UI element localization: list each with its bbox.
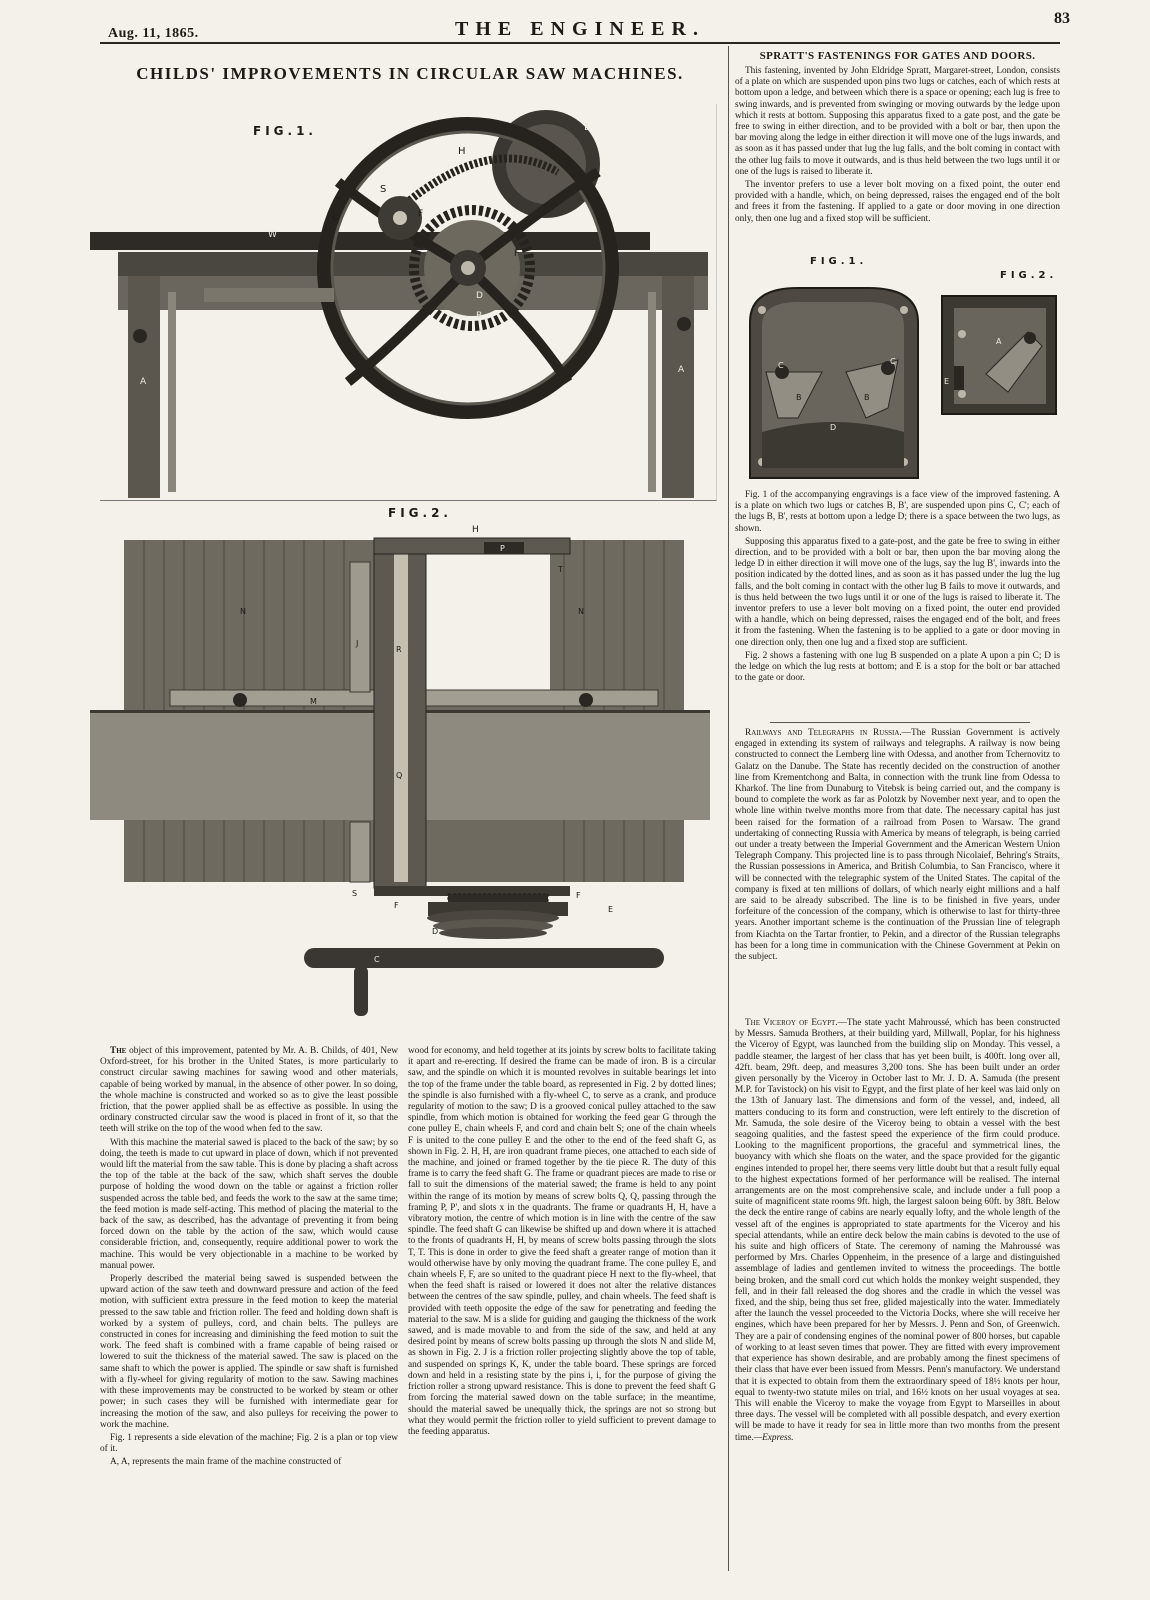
fig1-letter: H (458, 146, 466, 157)
saw-fig2-illustration (88, 522, 720, 1042)
russia-lead: Railways and Telegraphs in Russia. (745, 728, 902, 738)
viceroy-article (735, 1018, 1060, 1446)
fig2-letter: P (500, 544, 505, 553)
gate-fig-letter: B (796, 393, 802, 402)
page-number: 83 (1054, 10, 1070, 27)
saw-article-title: CHILDS' IMPROVEMENTS IN CIRCULAR SAW MACHINES. (136, 64, 684, 83)
fig2-letter: F (576, 891, 581, 900)
saw-fig2-label: FIG.2. (388, 506, 452, 520)
saw-para: object of this improvement, patented by Mr. A. B. Childs, of 401, New Oxford-street, for his brother in the United States, is more particularly to construct circular sawing machines for sawing wood and other materials, capable of being worked by manual, in the absence of other power. In so doing, the whole machine is constructed and worked so as to give the least possible friction, that the power applied shall be as effective as possible. In using the ordinary constructed circular saw the wood is placed in front of it, so that the teeth will strike on the top of the wood when fed to the saw. (100, 1046, 398, 1135)
gate-para: Supposing this apparatus fixed to a gate-post, and the gate be free to swing in either direction, and to be provided with a bolt or bar, then upon the bar moving along the ledge D in either direction it will move one of the lugs, say the lug B', inwards into the position indicated by the dotted lines, and as soon as it has passed under the lug the lug falls, and the bolt coming in contact with the other lug B fails to move it outwards, and is thus held between the two lugs until it or one of the lugs is raised to liberate it. The inventor prefers to use a lever bolt moving on a fixed point, the outer end provided with a handle, which on being depressed, raises the engaged end of the bolt, and frees it from the fastening. When the fastening is to be applied to a gate or door moving in one direction only, then one lug and a fixed stop are sufficient. (735, 536, 1060, 648)
fig2-letter: C (374, 955, 380, 964)
section-divider (770, 722, 1030, 723)
fig2-letter: F (394, 901, 399, 910)
gate-fig-letter: C (890, 357, 896, 366)
saw-para: A, A, represents the main frame of the machine constructed of (110, 1457, 342, 1468)
fig1-letter: W (268, 230, 277, 240)
fig2-letter: R (396, 645, 402, 654)
fig1-letter: A (140, 377, 147, 387)
gate-fig-letter: C (778, 361, 784, 370)
gate-article-explanation (735, 490, 1060, 686)
gate-fig-letter: B (864, 393, 870, 402)
gate-para: Fig. 1 of the accompanying engravings is a face view of the improved fastening. A is a plate on which two lugs or catches B, B', are suspended upon pins C, C'; each of the lugs B, B', rests at bottom upon a ledge D; there is a space between the two lugs, as shown. (735, 490, 1060, 534)
fig2-letter: H (472, 525, 479, 535)
gate-para: This fastening, invented by John Eldridge Spratt, Margaret-street, London, consists of a plate on which are suspended upon pins two lugs or catches, each of which rests at bottom upon a ledge, and between which there is a space or opening; each lug is free to swing inwards, and is prevented from swinging or moving outwards by the ledge upon which it rests at bottom. Supposing this apparatus fixed to a gate post, and the gate be free to swing in either direction, and to be provided with a bolt or bar, then upon the bar moving along the ledge in either direction it will move one of the lugs inwards, and as soon as it has passed under that lug the lug falls, and the bolt coming in contact with the other lug fails to move it outwards, and is thus held between the two lugs until it or one of the lugs is raised to liberate it. (735, 66, 1060, 177)
fig1-letter: E (584, 122, 591, 133)
header-rule (100, 42, 1060, 44)
fig2-letter: N (578, 607, 584, 616)
fig1-letter: C (332, 213, 339, 223)
fig2-letter: S (352, 889, 358, 898)
russia-text: —The Russian Government is actively engaged in extending its system of railways and telegraphs. A railway is now being constructed to connect the Lemberg line with Odessa, and another from Tchernovitz to Galatz on the Danube. The State has recently decided on the construction of another line from Krementchong and Balta, in connection with the trunk line from Odessa to Kharkof. The line from Dunaburg to Vitebsk is being carried out, and the company is bound to complete the work as far as Polotzk by November next year, and to open the whole line within twelve months more from that date. The necessary capital has just been raised for the formation of a railroad from Posen to Warsaw. The grand undertaking of connecting Russia with America by means of telegraph, is being carried out under a treaty between the Imperial Government and the American Western Union Telegraph Company. This projected line is to pass through Nicolaief, Behring's Straits, the Russian possessions in America, and British Columbia, to San Francisco, where it will be connected with the telegraphic system of the United States. The capital of the company is fixed at ten millions of dollars, of which nearly eight millions and a half are said to be already subscribed. The line is to be finished in five years, under forfeiture of the concession of the company, which is otherwise to last for thirty-three years. Another important scheme is the continuation of the Prussian line of telegraph from Kiachta on the Tartar frontier, to Pekin, and a director of the Russian telegraphs has been for a long time in communication with the Chinese Government at Pekin on the subject. (735, 728, 1060, 963)
saw-article-col1 (100, 1046, 398, 1471)
fig1-letter: F (418, 209, 424, 219)
running-head (100, 4, 1070, 41)
fig2-letter: J (356, 639, 359, 648)
fig1-letter: D (476, 291, 483, 301)
fig1-letter: S (380, 184, 387, 195)
gate-article-title: SPRATT'S FASTENINGS FOR GATES AND DOORS. (759, 50, 1036, 62)
gate-fig-letter: E (944, 377, 950, 386)
fig1-frame (100, 104, 717, 501)
column-rule (728, 46, 729, 1571)
journal-title: THE ENGINEER. (455, 18, 705, 40)
viceroy-text: —The state yacht Mahroussé, which has been constructed by Messrs. Samuda Brothers, at their building yard, Millwall, Poplar, for his highness the Viceroy of Egypt, was launched from the building slip on Monday. This vessel, a paddle steamer, the largest of her class that has yet been built, is 400ft. long over all, 42ft. beam, 29ft. deep, and measures 3,200 tons. She has been built under an order given personally by the Viceroy in October last to Mr. J. D. A. Samuda (the present M.P. for Tavistock) on his visit to Egypt, and the first plate of her keel was laid only on the 13th of January last. The dimensions and form of the vessel, and, indeed, all matters conducing to its form and construction, were left entirely to the discretion of Mr. Samuda, the sole desire of the Viceroy being to obtain a vessel with the best seagoing qualities, and the fastest speed the experience of the firm could produce. Looking to the magnificent proportions, the graceful and symmetrical lines, the buoyancy with which she floats on the water, and the space provided for the gigantic engines intended to propel her, there seems very little doubt but that a result fully equal to the highest expectations formed of her performance will be realised. The internal arrangements are on the most comprehensive scale, and include under a full poop a suite of magnificent state rooms 9ft. high, the largest saloon being 60ft. by 38ft. Below the deck the entire range of cabins are nearly equally lofty, and the whole length of the vessel aft of the engines is appropriated to state apartments for the Viceroy and his special attendants, while an entire deck below the main cabins is devoted to the use of his suite and high officers of State. The ceremony of naming the Mahroussé was performed by Mrs. Charles Oppenheim, in the presence of a large and distinguished assemblage of ladies and gentlemen invited to witness the proceedings. The bottle being broken, and the small cord cut which holds the monkey weight suspended, they fell, and in their fall released the dog shores and the cradle in which the vessel was fixed, and the ship, being thus set free, glided majestically into the water. Immediately after the launch the vessel proceeded to the Victoria Docks, where she will receive her engines, which have been prepared for her by Messrs. J. Penn and Son, of Greenwich. They are a pair of condensing engines of the nominal power of 800 horses, but capable of working to at least seven times that power. They are fitted with every improvement that experience has shown desirable, and are probably among the finest specimens of their class that have ever been issued from Messrs. Penn's manufactory. We understand that it is expected to obtain from them the extraordinary speed of 18½ knots per hour, equal to twenty-two statute miles on trial, and 16½ knots on her usual voyages at sea. This will enable the Viceroy to make the voyage from Egypt to Marseilles in about three days. The vessel will be completed with all possible despatch, and every exertion will be made to have it ready for sea in little more than two months from the present time. (735, 1018, 1060, 1443)
gate-article-intro (735, 66, 1060, 227)
saw-para: wood for economy, and held together at its joints by screw bolts to facilitate taking it apart and re-erecting. If desired the frame can be made of iron. B is a circular saw, and the spindle on which it is mounted revolves in suitable bearings let into the top of the frame under the table board, as represented in Fig. 2 by dotted lines; the spindle is also furnished with a fly-wheel C, to serve as a crank, and produce regularity of motion to the saw; D is a grooved conical pulley attached to the saw spindle, from which motion is obtained for working the feed gear G through the cone pulley E, chain wheels F, and cord and chain belt S; one of the chain wheels F is united to the cone pulley E and the other to the end of the feed shaft G, as shown in Fig. 2. H, H, are iron quadrant frame pieces, one attached to each side of the machine, and joined or framed together by the tie piece R. The duty of this frame is to carry the feed shaft G. The frame or quadrant pieces are made to rise or fall to suit the dimensions of the material sawed; the frame is held to any point within the range of its motion by means of screw bolts Q, Q, passing through the framing P, P', and slots x in the quadrants. The frame or quadrants H, H, have a vibratory motion, the centre of which motion is in line with the centre of the saw spindle. The feed shaft G can likewise be shifted up and down where it is attached to the fronts of quadrants H, H, by means of screw bolts passing through the slots T, T. This is done in order to give the feed shaft a greater range of motion than it would otherwise have by only moving the quadrant frame. The cone pulley E, and chain wheels F, F, are so united to the quadrant piece H next to the fly-wheel, that when the feed shaft is raised or lowered it does not alter the relative distances between the centres of the saw spindle, pulley, and chain wheels. The feed shaft is provided with teeth opposite the edge of the saw for penetrating and feeding the material to the saw. M is a slide for guiding and gauging the thickness of the work sawed, and is made movable to and from the side of the saw, and held at any desired point by means of screw bolts passing up through the slots N and slide M, as shown in Fig. 2. J is a friction roller projecting slightly above the top of table, and suspended on springs K, K, under the table board. These springs are forced down and held in a resisting state by the pins i, i, for the purpose of giving the friction roller a strong upward resistance. This is done to prevent the feed shaft G from forcing the material sawed down on the table surface; in the meantime, should the material sawed be unequally thick, the springs are not so strong but what they would permit the friction roller to yield sufficient to prevent damage to the feeding apparatus. (408, 1046, 716, 1437)
gate-para: The inventor prefers to use a lever bolt moving on a fixed point, the outer end provided with a handle, which, on being depressed, raises the engaged end of the bolt and frees it from the fastening. If applied to a gate or door moving in one direction only, then one lug and a fixed stop will be sufficient. (735, 180, 1060, 224)
saw-para: Fig. 1 represents a side elevation of the machine; Fig. 2 is a plan or top view of it. (100, 1432, 398, 1455)
fig1-letter: A (678, 365, 685, 375)
gate-fig-letter: D (830, 423, 837, 432)
saw-para: With this machine the material sawed is placed to the back of the saw; by so doing, the teeth is made to cut upward in place of down, which if not prevented would lift the material from the saw table. This is done by placing a shaft across the top of the table at the back of the saw, which shaft serves the double purpose of holding the wood down on the table or against a friction roller suspended across the table bed, and feeds the work to the saw at the same time; the feed motion is made self-acting. This method of placing the material to the back of the saw, as described, has the advantage of preventing it from being forced down on the table by the action of the saw, which would cause considerable friction, and, consequently, require additional power to work the machine. This would be very objectionable in a machine to be worked by manual power. (100, 1137, 398, 1271)
saw-fig1-label: FIG.1. (253, 124, 317, 138)
viceroy-source: —Express. (753, 1432, 794, 1443)
fig2-letter: Q (396, 771, 403, 780)
russia-article (735, 728, 1060, 965)
fig2-letter: M (310, 697, 317, 706)
gate-fig1-label: FIG.1. (810, 256, 868, 267)
fig2-letter: D (432, 927, 439, 936)
saw-article-col2 (408, 1046, 716, 1440)
gate-figures (738, 282, 1060, 488)
viceroy-lead: The Viceroy of Egypt. (745, 1018, 838, 1028)
fig2-letter: E (608, 905, 614, 914)
gate-fig2-label: FIG.2. (1000, 270, 1058, 281)
gate-fig-letter: A (996, 337, 1002, 346)
fig1-letter: B (476, 311, 483, 321)
gate-para: Fig. 2 shows a fastening with one lug B suspended on a plate A upon a pin C; D is the ledge on which the lug rests at bottom; and E is a stop for the bolt or bar attached to the gate or door. (735, 650, 1060, 684)
issue-date: Aug. 11, 1865. (108, 26, 199, 41)
fig2-letter: T (558, 565, 563, 574)
fig2-letter: N (240, 607, 246, 616)
fig1-letter: F (514, 249, 520, 259)
saw-para: Properly described the material being sawed is suspended between the upward action of the saw teeth and downward pressure and action of the feed motion, with sufficient extra pressure in the feed motion to keep the material pressed to the saw table and friction roller. The feed and holding down shaft is worked by a system of pulleys, cord, and chain belts. The pulleys are constructed in cones for increasing and diminishing the feed motion to suit the work. The feed shaft is combined with a frame capable of being raised or lowered to suit the thickness of the material sawed. The saw is placed on the same shaft to which the power is applied. The spindle or saw shaft is furnished with a fly-wheel for giving regularity of motion to the saw. Sawing machines with these improvements may be constructed to be worked by steam or other power; in such cases they will be furnished with intermediate gear for increasing the motion of the saw, and also pulleys for receiving the power to work the machine. (100, 1274, 398, 1430)
saw-article-lead: The (110, 1046, 127, 1056)
